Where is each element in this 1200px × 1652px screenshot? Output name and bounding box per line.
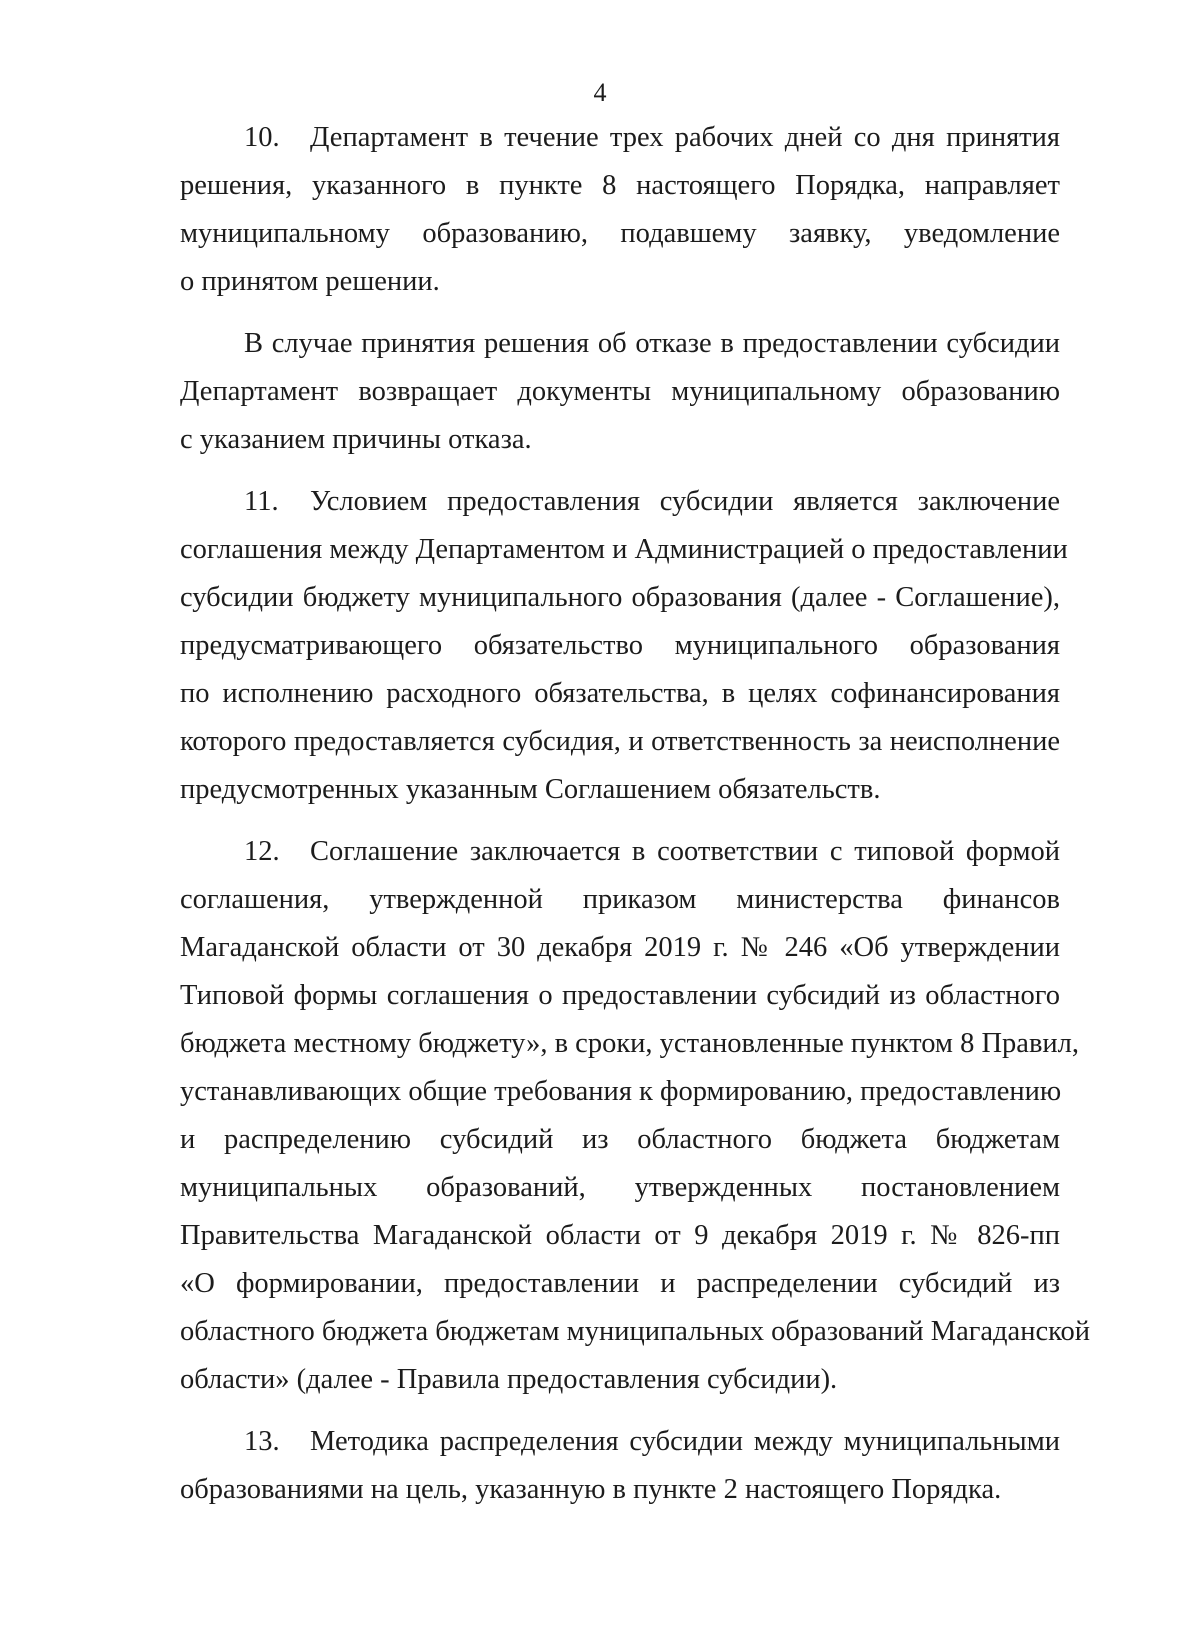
- paragraph-line: бюджета местному бюджету», в сроки, установленные пунктом 8 Правил,: [180, 1028, 1080, 1059]
- paragraph-line: соглашения между Департаментом и Администрацией о предоставлении: [180, 534, 1068, 565]
- paragraph-line: субсидии бюджету муниципального образования (далее - Соглашение),: [180, 582, 1060, 613]
- paragraph-refusal: [180, 320, 1060, 464]
- paragraph-line: муниципальных образований, утвержденных постановлением: [180, 1172, 1060, 1203]
- paragraph-line: муниципальному образованию, подавшему заявку, уведомление: [180, 218, 1060, 249]
- document-body: [180, 114, 1091, 1528]
- paragraph-line: о принятом решении.: [180, 266, 440, 297]
- paragraph-line: предусматривающего обязательство муниципального образования: [180, 630, 1060, 661]
- line-text: Соглашение заключается в соответствии с типовой формой: [310, 836, 1060, 867]
- paragraph-13: [180, 1418, 1060, 1514]
- paragraph-line: устанавливающих общие требования к формированию, предоставлению: [180, 1076, 1062, 1107]
- paragraph-line: и распределению субсидий из областного бюджета бюджетам: [180, 1124, 1060, 1155]
- paragraph-line: [180, 828, 1060, 876]
- paragraph-line: соглашения, утвержденной приказом министерства финансов: [180, 884, 1060, 915]
- paragraph-line: областного бюджета бюджетам муниципальных образований Магаданской: [180, 1316, 1091, 1347]
- item-number: 10.: [244, 122, 280, 153]
- paragraph-line: области» (далее - Правила предоставления субсидии).: [180, 1364, 838, 1395]
- paragraph-line: Типовой формы соглашения о предоставлении субсидий из областного: [180, 980, 1060, 1011]
- paragraph-line: Департамент возвращает документы муниципальному образованию: [180, 376, 1060, 407]
- paragraph-line: решения, указанного в пункте 8 настоящего Порядка, направляет: [180, 170, 1060, 201]
- page-number: 4: [593, 78, 607, 107]
- line-text: Департамент в течение трех рабочих дней со дня принятия: [310, 122, 1060, 153]
- item-number: 11.: [244, 486, 279, 517]
- paragraph-line: [180, 114, 1060, 162]
- paragraph-line: «О формировании, предоставлении и распределении субсидий из: [180, 1268, 1060, 1299]
- paragraph-line: Магаданской области от 30 декабря 2019 г. № 246 «Об утверждении: [180, 932, 1060, 963]
- line-text: Методика распределения субсидии между муниципальными: [310, 1426, 1060, 1457]
- paragraph-line: с указанием причины отказа.: [180, 424, 532, 455]
- paragraph-line: предусмотренных указанным Соглашением обязательств.: [180, 774, 881, 805]
- paragraph-line: Правительства Магаданской области от 9 декабря 2019 г. № 826-пп: [180, 1220, 1060, 1251]
- paragraph-line: [180, 1418, 1060, 1466]
- paragraph-10: [180, 114, 1060, 306]
- paragraph-line: образованиями на цель, указанную в пункте 2 настоящего Порядка.: [180, 1474, 1002, 1505]
- paragraph-line: которого предоставляется субсидия, и ответственность за неисполнение: [180, 726, 1060, 757]
- paragraph-line: [180, 478, 1060, 526]
- item-number: 13.: [244, 1426, 280, 1457]
- paragraph-line: В случае принятия решения об отказе в предоставлении субсидии: [244, 328, 1060, 359]
- paragraph-12: [180, 828, 1091, 1404]
- paragraph-line: по исполнению расходного обязательства, в целях софинансирования: [180, 678, 1060, 709]
- paragraph-11: [180, 478, 1068, 814]
- item-number: 12.: [244, 836, 280, 867]
- line-text: Условием предоставления субсидии является заключение: [310, 486, 1060, 517]
